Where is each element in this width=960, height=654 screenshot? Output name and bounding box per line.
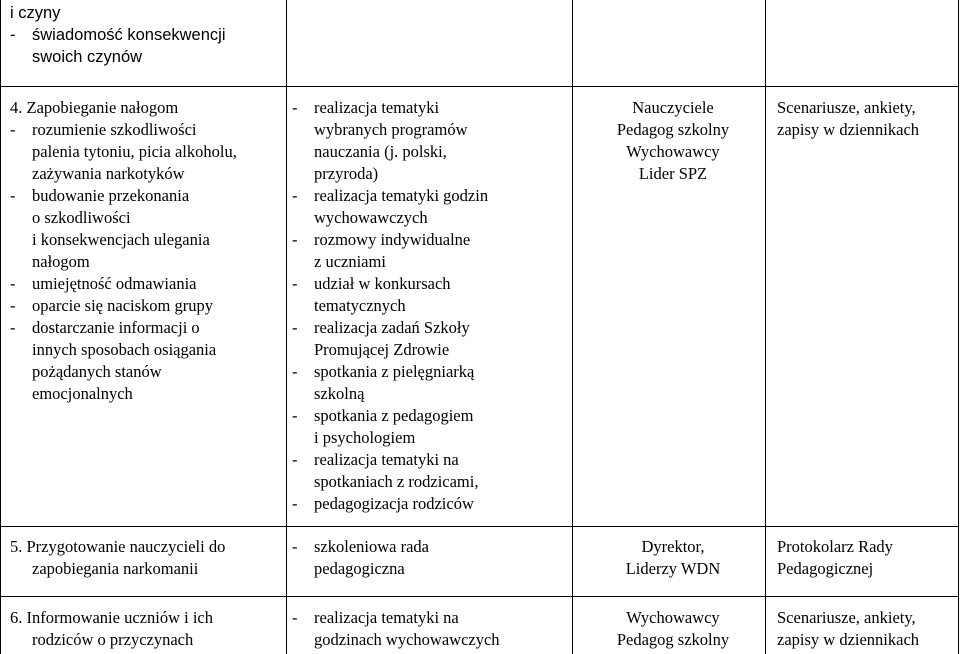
list-dash: -: [10, 26, 16, 44]
line-text: pedagogizacja rodziców: [314, 494, 474, 513]
line-text: wychowawczych: [314, 208, 428, 227]
text-line: Lider SPZ: [638, 164, 708, 183]
table-border-right: [958, 0, 959, 654]
list-dash: -: [292, 537, 298, 556]
line-text: realizacja tematyki: [314, 98, 440, 117]
row-divider-1: [0, 86, 959, 87]
row-2-methods-cell: [292, 536, 572, 580]
line-text: realizacja zadań Szkoły: [314, 318, 470, 337]
text-line: Wychowawcy: [626, 142, 720, 161]
text-line: [10, 361, 282, 383]
text-line: [10, 46, 282, 68]
text-line: [10, 629, 282, 651]
text-line: [10, 607, 282, 629]
list-dash: -: [292, 274, 298, 293]
line-text: oparcie się naciskom grupy: [32, 296, 213, 315]
list-dash: -: [292, 406, 298, 425]
line-text: zapobiegania narkomanii: [32, 559, 199, 578]
text-line: [292, 536, 572, 558]
row-2-evaluation-cell: [777, 536, 957, 580]
text-line: [10, 295, 282, 317]
text-line: [10, 24, 282, 46]
list-dash: -: [292, 186, 298, 205]
line-text: 6. Informowanie uczniów i ich: [10, 608, 213, 627]
row-3-responsible-cell: [578, 607, 768, 651]
text-line: [10, 163, 282, 185]
line-text: nałogom: [32, 252, 90, 271]
row-divider-3: [0, 596, 959, 597]
line-text: realizacja tematyki na: [314, 608, 459, 627]
line-text: spotkania z pedagogiem: [314, 406, 474, 425]
text-line: [10, 119, 282, 141]
row-1-responsible-cell: [578, 97, 768, 185]
text-line: [10, 141, 282, 163]
text-line: [292, 427, 572, 449]
list-dash: -: [292, 494, 298, 513]
row-1-evaluation-cell: [777, 97, 957, 141]
text-line: [292, 251, 572, 273]
row-2-responsible-cell: [578, 536, 768, 580]
text-line: [292, 141, 572, 163]
list-dash: -: [292, 230, 298, 249]
line-text: spotkaniach z rodzicami,: [314, 472, 479, 491]
row-3-methods-cell: [292, 607, 572, 651]
text-line: [10, 339, 282, 361]
line-text: i czyny: [10, 4, 61, 22]
line-text: rozmowy indywidualne: [314, 230, 471, 249]
line-text: rodziców o przyczynach: [32, 630, 194, 649]
text-line: zapisy w dziennikach: [777, 120, 920, 139]
table-border-left: [0, 0, 1, 654]
line-text: budowanie przekonania: [32, 186, 190, 205]
text-line: [292, 383, 572, 405]
line-text: pedagogiczna: [314, 559, 405, 578]
text-line: [292, 449, 572, 471]
line-text: Promującej Zdrowie: [314, 340, 450, 359]
column-divider-2: [572, 0, 573, 654]
text-line: Pedagog szkolny: [616, 120, 730, 139]
text-line: [292, 361, 572, 383]
text-line: [10, 207, 282, 229]
line-text: realizacja tematyki na: [314, 450, 459, 469]
text-line: [292, 119, 572, 141]
text-line: Scenariusze, ankiety,: [777, 608, 916, 627]
text-line: Nauczyciele: [632, 98, 714, 117]
text-line: [292, 97, 572, 119]
line-text: palenia tytoniu, picia alkoholu,: [32, 142, 237, 161]
row-divider-2: [0, 526, 959, 527]
line-text: zażywania narkotyków: [32, 164, 185, 183]
text-line: [10, 251, 282, 273]
list-dash: -: [292, 362, 298, 381]
line-text: nauczania (j. polski,: [314, 142, 447, 161]
list-dash: -: [10, 120, 16, 139]
line-text: 5. Przygotowanie nauczycieli do: [10, 537, 226, 556]
text-line: [292, 229, 572, 251]
line-text: swoich czynów: [32, 48, 143, 66]
line-text: emocjonalnych: [32, 384, 133, 403]
text-line: [10, 383, 282, 405]
text-line: [10, 317, 282, 339]
line-text: świadomość konsekwencji: [32, 26, 226, 44]
text-line: zapisy w dziennikach: [777, 630, 920, 649]
text-line: [10, 2, 282, 24]
line-text: innych sposobach osiągania: [32, 340, 217, 359]
row-3-evaluation-cell: [777, 607, 957, 651]
line-text: przyroda): [314, 164, 379, 183]
line-text: szkoleniowa rada: [314, 537, 429, 556]
text-line: Protokolarz Rady: [777, 537, 893, 556]
text-line: Dyrektor,: [641, 537, 705, 556]
line-text: i konsekwencjach ulegania: [32, 230, 210, 249]
text-line: [292, 471, 572, 493]
text-line: Pedagog szkolny: [616, 630, 730, 649]
line-text: godzinach wychowawczych: [314, 630, 500, 649]
text-line: [292, 493, 572, 515]
text-line: Scenariusze, ankiety,: [777, 98, 916, 117]
text-line: [292, 185, 572, 207]
line-text: realizacja tematyki godzin: [314, 186, 489, 205]
line-text: umiejętność odmawiania: [32, 274, 197, 293]
text-line: Pedagogicznej: [777, 559, 874, 578]
text-line: [292, 339, 572, 361]
list-dash: -: [292, 98, 298, 117]
row-3-goal-cell: [10, 607, 282, 651]
text-line: [10, 273, 282, 295]
text-line: Wychowawcy: [626, 608, 720, 627]
line-text: i psychologiem: [314, 428, 416, 447]
row-1-goal-cell: [10, 97, 282, 405]
line-text: szkolną: [314, 384, 365, 403]
line-text: dostarczanie informacji o: [32, 318, 200, 337]
list-dash: -: [10, 296, 16, 315]
line-text: udział w konkursach: [314, 274, 451, 293]
column-divider-1: [286, 0, 287, 654]
line-text: pożądanych stanów: [32, 362, 162, 381]
text-line: [292, 207, 572, 229]
text-line: [292, 163, 572, 185]
list-dash: -: [10, 274, 16, 293]
text-line: [10, 229, 282, 251]
text-line: [292, 273, 572, 295]
line-text: o szkodliwości: [32, 208, 131, 227]
line-text: 4. Zapobieganie nałogom: [10, 98, 179, 117]
text-line: [292, 295, 572, 317]
line-text: wybranych programów: [314, 120, 468, 139]
line-text: z uczniami: [314, 252, 386, 271]
list-dash: -: [292, 608, 298, 627]
text-line: [10, 97, 282, 119]
line-text: spotkania z pielęgniarką: [314, 362, 475, 381]
row-1-methods-cell: [292, 97, 572, 515]
line-text: tematycznych: [314, 296, 406, 315]
text-line: Liderzy WDN: [625, 559, 721, 578]
text-line: [10, 558, 282, 580]
text-line: [292, 317, 572, 339]
list-dash: -: [10, 186, 16, 205]
row-0-goal-cell: [10, 2, 282, 68]
row-2-goal-cell: [10, 536, 282, 580]
text-line: [292, 405, 572, 427]
list-dash: -: [292, 450, 298, 469]
text-line: [292, 629, 572, 651]
text-line: [10, 536, 282, 558]
list-dash: -: [10, 318, 16, 337]
text-line: [292, 558, 572, 580]
list-dash: -: [292, 318, 298, 337]
line-text: rozumienie szkodliwości: [32, 120, 197, 139]
text-line: [10, 185, 282, 207]
text-line: [292, 607, 572, 629]
